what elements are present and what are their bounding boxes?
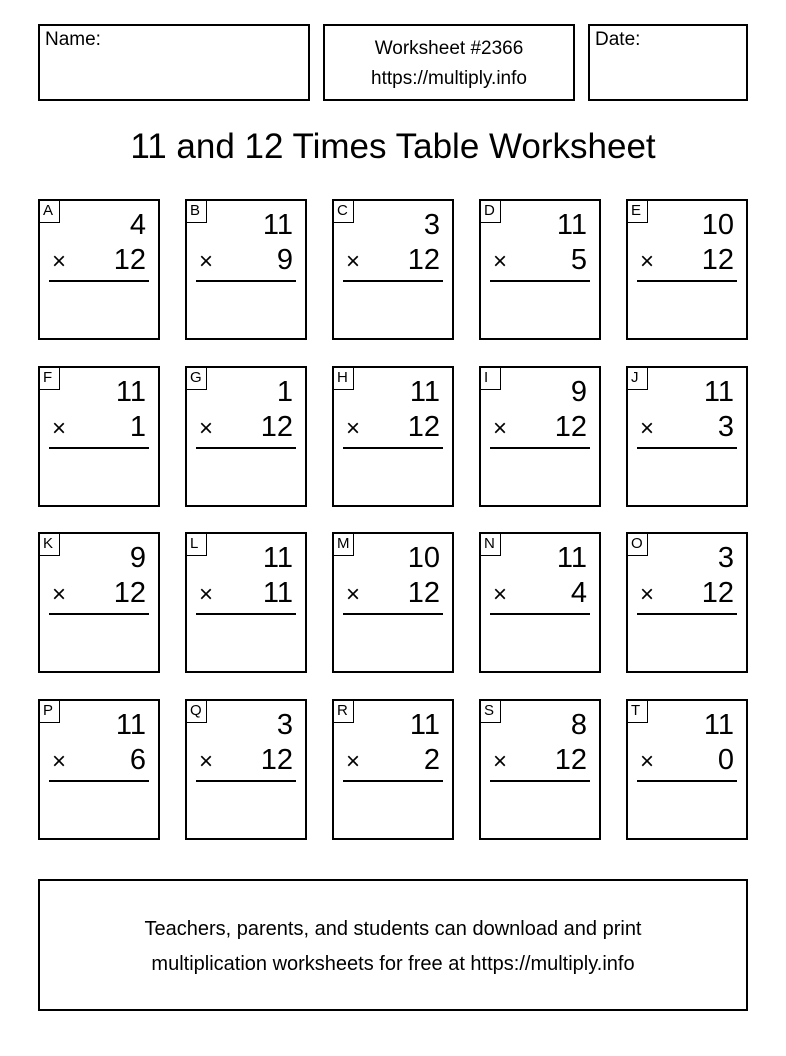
answer-line xyxy=(343,780,443,782)
answer-line xyxy=(343,613,443,615)
multiplier: 4 xyxy=(570,577,587,609)
page-title: 11 and 12 Times Table Worksheet xyxy=(130,127,656,166)
problem-card[interactable] xyxy=(626,366,748,507)
problem-card[interactable] xyxy=(626,699,748,840)
multiplicand: 3 xyxy=(717,542,734,574)
multiplier: 12 xyxy=(701,577,734,609)
multiplicand: 11 xyxy=(556,209,587,241)
multiplicand: 3 xyxy=(423,209,440,241)
times-icon: × xyxy=(640,748,655,775)
multiplicand: 11 xyxy=(556,542,587,574)
problem-letter: D xyxy=(481,201,501,223)
problem-card[interactable] xyxy=(185,199,307,340)
problem-card[interactable] xyxy=(38,699,160,840)
times-icon: × xyxy=(346,581,361,608)
problem-letter: K xyxy=(40,534,60,556)
name-label: Name: xyxy=(45,29,101,50)
problem-letter: C xyxy=(334,201,354,223)
answer-line xyxy=(637,280,737,282)
problem-card[interactable] xyxy=(38,532,160,673)
multiplier: 1 xyxy=(129,411,146,443)
problem-card[interactable] xyxy=(479,366,601,507)
problem-card[interactable] xyxy=(479,532,601,673)
answer-line xyxy=(196,780,296,782)
answer-line xyxy=(490,280,590,282)
problem-card[interactable] xyxy=(332,532,454,673)
times-icon: × xyxy=(640,581,655,608)
date-field-box[interactable] xyxy=(588,24,748,101)
problem-letter: L xyxy=(187,534,207,556)
answer-line xyxy=(49,613,149,615)
times-icon: × xyxy=(346,748,361,775)
multiplicand: 11 xyxy=(703,376,734,408)
problem-letter: O xyxy=(628,534,648,556)
multiplicand: 10 xyxy=(407,542,440,574)
times-icon: × xyxy=(346,248,361,275)
times-icon: × xyxy=(199,248,214,275)
multiplier: 12 xyxy=(260,411,293,443)
times-icon: × xyxy=(640,415,655,442)
problem-letter: P xyxy=(40,701,60,723)
answer-line xyxy=(196,280,296,282)
multiplier: 2 xyxy=(423,744,440,776)
problem-letter: H xyxy=(334,368,354,390)
times-icon: × xyxy=(493,415,508,442)
worksheet-info-box xyxy=(323,24,575,101)
problem-letter: B xyxy=(187,201,207,223)
answer-line xyxy=(490,780,590,782)
answer-line xyxy=(490,613,590,615)
times-icon: × xyxy=(199,581,214,608)
date-label: Date: xyxy=(595,29,641,50)
problem-letter: E xyxy=(628,201,648,223)
times-icon: × xyxy=(52,748,67,775)
problem-letter: S xyxy=(481,701,501,723)
multiplier: 0 xyxy=(717,744,734,776)
answer-line xyxy=(490,447,590,449)
answer-line xyxy=(637,613,737,615)
multiplicand: 9 xyxy=(129,542,146,574)
multiplicand: 11 xyxy=(115,376,146,408)
problem-letter: I xyxy=(481,368,501,390)
problem-letter: A xyxy=(40,201,60,223)
multiplicand: 11 xyxy=(115,709,146,741)
problem-letter: R xyxy=(334,701,354,723)
multiplier: 12 xyxy=(407,411,440,443)
answer-line xyxy=(49,447,149,449)
times-icon: × xyxy=(640,248,655,275)
multiplicand: 8 xyxy=(570,709,587,741)
problem-letter: F xyxy=(40,368,60,390)
problem-card[interactable] xyxy=(185,532,307,673)
multiplicand: 9 xyxy=(570,376,587,408)
multiplier: 12 xyxy=(554,411,587,443)
times-icon: × xyxy=(52,581,67,608)
times-icon: × xyxy=(199,415,214,442)
answer-line xyxy=(637,780,737,782)
footer-text-line-2: multiplication worksheets for free at https://multiply.info xyxy=(151,953,635,975)
multiplier: 12 xyxy=(554,744,587,776)
problem-letter: G xyxy=(187,368,207,390)
multiplier: 3 xyxy=(717,411,734,443)
answer-line xyxy=(196,447,296,449)
multiplier: 12 xyxy=(701,244,734,276)
problem-card[interactable] xyxy=(479,699,601,840)
problem-card[interactable] xyxy=(185,366,307,507)
name-field-box[interactable] xyxy=(38,24,310,101)
times-icon: × xyxy=(52,248,67,275)
problem-letter: N xyxy=(481,534,501,556)
answer-line xyxy=(343,447,443,449)
problem-card[interactable] xyxy=(332,366,454,507)
multiplicand: 11 xyxy=(409,709,440,741)
problem-letter: M xyxy=(334,534,354,556)
problem-card[interactable] xyxy=(626,199,748,340)
problem-card[interactable] xyxy=(38,199,160,340)
problem-card[interactable] xyxy=(38,366,160,507)
multiplicand: 10 xyxy=(701,209,734,241)
problem-card[interactable] xyxy=(332,699,454,840)
problem-card[interactable] xyxy=(626,532,748,673)
problem-letter: Q xyxy=(187,701,207,723)
times-icon: × xyxy=(346,415,361,442)
multiplicand: 11 xyxy=(262,542,293,574)
multiplicand: 3 xyxy=(276,709,293,741)
multiplier: 12 xyxy=(407,577,440,609)
multiplier: 9 xyxy=(276,244,293,276)
multiplier: 5 xyxy=(570,244,587,276)
multiplier: 12 xyxy=(113,577,146,609)
times-icon: × xyxy=(199,748,214,775)
multiplier: 6 xyxy=(129,744,146,776)
answer-line xyxy=(637,447,737,449)
footer-text-line-1: Teachers, parents, and students can download and print xyxy=(144,918,642,940)
problem-letter: J xyxy=(628,368,648,390)
problem-letter: T xyxy=(628,701,648,723)
multiplier: 12 xyxy=(113,244,146,276)
answer-line xyxy=(49,280,149,282)
multiplicand: 1 xyxy=(276,376,293,408)
problem-card[interactable] xyxy=(479,199,601,340)
worksheet-number: Worksheet #2366 xyxy=(374,38,524,59)
multiplicand: 4 xyxy=(129,209,146,241)
multiplicand: 11 xyxy=(262,209,293,241)
answer-line xyxy=(343,280,443,282)
times-icon: × xyxy=(493,748,508,775)
multiplier: 12 xyxy=(407,244,440,276)
multiplicand: 11 xyxy=(703,709,734,741)
times-icon: × xyxy=(493,581,508,608)
multiplier: 12 xyxy=(260,744,293,776)
multiplicand: 11 xyxy=(409,376,440,408)
answer-line xyxy=(196,613,296,615)
times-icon: × xyxy=(52,415,67,442)
problem-card[interactable] xyxy=(185,699,307,840)
worksheet-website: https://multiply.info xyxy=(371,68,527,89)
answer-line xyxy=(49,780,149,782)
footer-box xyxy=(38,879,748,1011)
problem-card[interactable] xyxy=(332,199,454,340)
multiplier: 11 xyxy=(262,577,293,609)
times-icon: × xyxy=(493,248,508,275)
